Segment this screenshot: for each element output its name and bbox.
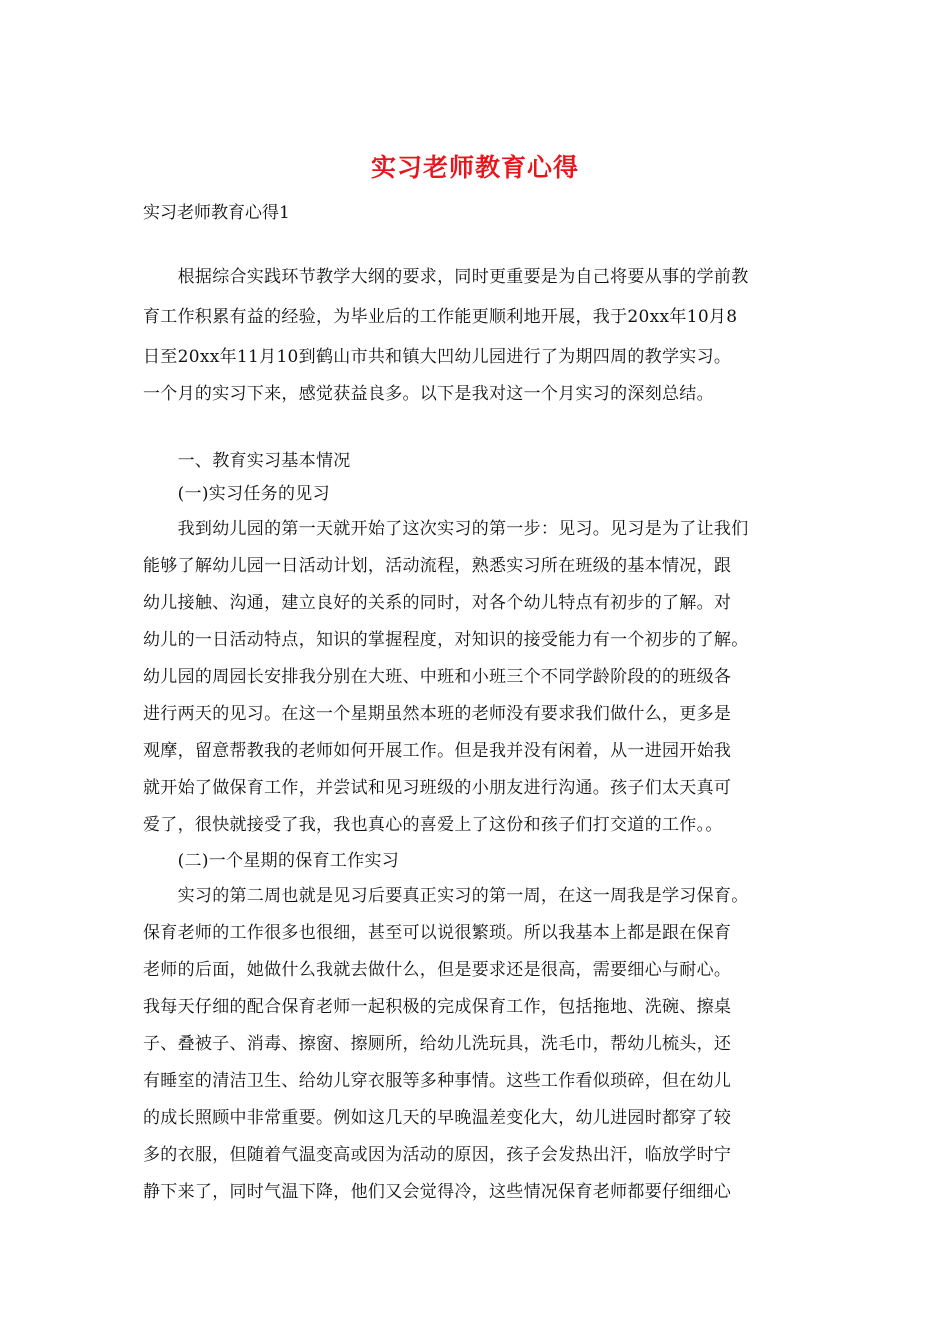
paragraph-line: 多的衣服，但随着气温变高或因为活动的原因，孩子会发热出汗，临放学时宁	[143, 1145, 732, 1165]
paragraph-line: 日至20xx年11月10到鹤山市共和镇大凹幼儿园进行了为期四周的教学实习。	[143, 347, 732, 367]
paragraph-line: 观摩，留意帮教我的老师如何开展工作。但是我并没有闲着，从一进园开始我	[143, 741, 732, 761]
paragraph-line: 进行两天的见习。在这一个星期虽然本班的老师没有要求我们做什么，更多是	[143, 704, 732, 724]
paragraph-line: 能够了解幼儿园一日活动计划，活动流程，熟悉实习所在班级的基本情况，跟	[143, 556, 732, 576]
paragraph-line: 我到幼儿园的第一天就开始了这次实习的第一步：见习。见习是为了让我们	[143, 519, 749, 539]
paragraph-line: 静下来了，同时气温下降，他们又会觉得冷，这些情况保育老师都要仔细细心	[143, 1182, 732, 1202]
paragraph-line: 保育老师的工作很多也很细，甚至可以说很繁琐。所以我基本上都是跟在保育	[143, 923, 732, 943]
subsection-heading: (一)实习任务的见习	[143, 484, 330, 504]
paragraph-line: 有睡室的清洁卫生、给幼儿穿衣服等多种事情。这些工作看似琐碎，但在幼儿	[143, 1071, 732, 1091]
paragraph-line: 幼儿接触、沟通，建立良好的关系的同时，对各个幼儿特点有初步的了解。对	[143, 593, 732, 613]
subsection-heading: (二)一个星期的保育工作实习	[143, 851, 400, 871]
paragraph-line: 爱了，很快就接受了我，我也真心的喜爱上了这份和孩子们打交道的工作。。	[143, 815, 723, 835]
paragraph-line: 幼儿的一日活动特点，知识的掌握程度，对知识的接受能力有一个初步的了解。	[143, 630, 749, 650]
paragraph-line: 子、叠被子、消毒、擦窗、擦厕所，给幼儿洗玩具，洗毛巾，帮幼儿梳头，还	[143, 1034, 732, 1054]
paragraph-line: 幼儿园的周园长安排我分别在大班、中班和小班三个不同学龄阶段的的班级各	[143, 667, 732, 687]
section-heading: 一、教育实习基本情况	[143, 451, 351, 471]
paragraph-line: 实习的第二周也就是见习后要真正实习的第一周，在这一周我是学习保育。	[143, 886, 749, 906]
paragraph-line: 一个月的实习下来，感觉获益良多。以下是我对这一个月实习的深刻总结。	[143, 384, 714, 404]
document-title: 实习老师教育心得	[370, 153, 579, 182]
document-subtitle: 实习老师教育心得1	[143, 203, 290, 223]
paragraph-line: 老师的后面，她做什么我就去做什么，但是要求还是很高，需要细心与耐心。	[143, 960, 732, 980]
paragraph-line: 的成长照顾中非常重要。例如这几天的早晚温差变化大，幼儿进园时都穿了较	[143, 1108, 732, 1128]
paragraph-line: 就开始了做保育工作，并尝试和见习班级的小朋友进行沟通。孩子们太天真可	[143, 778, 732, 798]
paragraph-line: 育工作积累有益的经验，为毕业后的工作能更顺利地开展，我于20xx年10月8	[143, 307, 738, 327]
paragraph-line: 根据综合实践环节教学大纲的要求，同时更重要是为自己将要从事的学前教	[143, 267, 749, 287]
paragraph-line: 我每天仔细的配合保育老师一起积极的完成保育工作，包括拖地、洗碗、擦桌	[143, 997, 732, 1017]
